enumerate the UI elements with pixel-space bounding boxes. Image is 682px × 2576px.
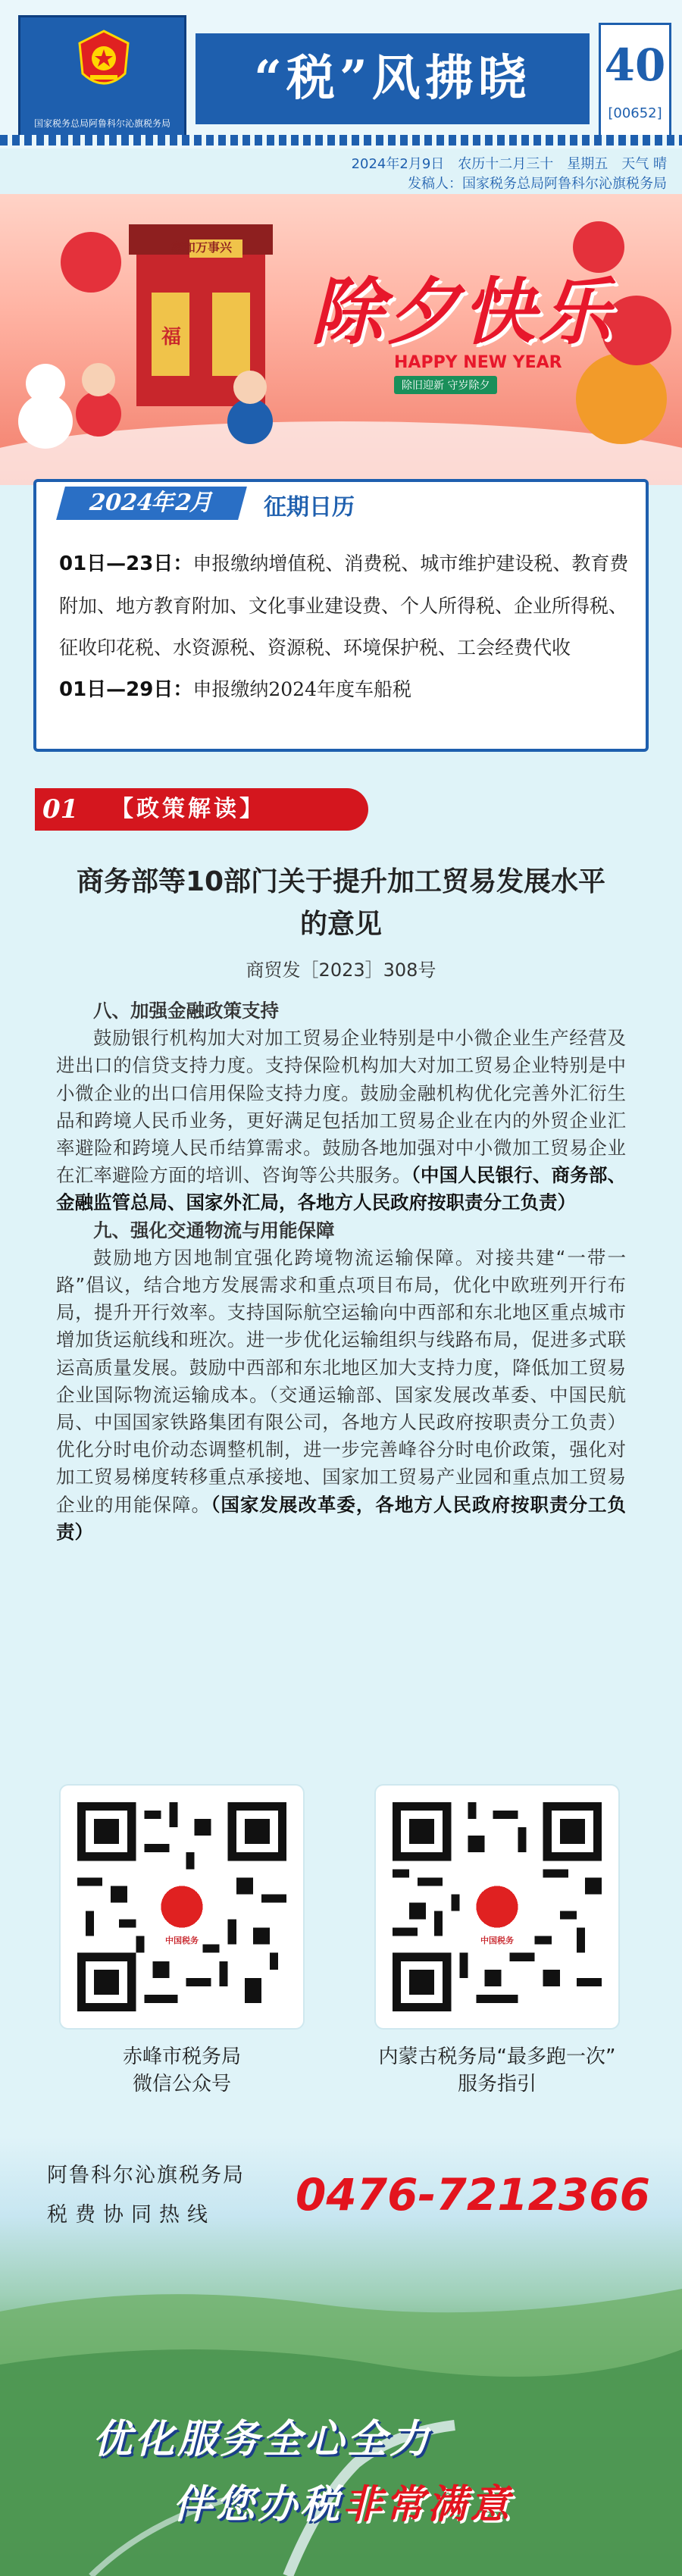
paragraph-text: 鼓励银行机构加大对加工贸易企业特别是中小微企业生产经营及进出口的信贷支持力度。支持保险机构加大对加工贸易企业特别是中小微企业的出口信用保险支持力度。鼓励金融机构优化完善外汇衍生品和跨境人民币业务，更好满足包括加工贸易企业在内的外贸企业汇率避险和跨境人民币结算需求。鼓励各地加强对中小微加工贸易企业在汇率避险方面的培训、咨询等公共服务。	[56, 1027, 626, 1187]
banner-tag: 除旧迎新 守岁除夕	[394, 376, 497, 394]
issue-box	[599, 23, 671, 144]
issue-serial: [00652]	[608, 105, 662, 121]
qr-caption-line: 赤峰市税务局	[122, 2045, 241, 2068]
calendar-entry-date: 01日—23日：	[59, 552, 193, 575]
qr-caption-line: 微信公众号	[132, 2073, 231, 2096]
qr-center-label: 中国税务	[480, 1936, 514, 1945]
slogan-highlight: 非常满意	[343, 2481, 513, 2527]
hotline-number[interactable]: 0476-7212366	[296, 2169, 650, 2221]
decorative-strip	[0, 135, 682, 146]
calendar-body	[59, 543, 629, 711]
paragraph-text: 鼓励地方因地制宜强化跨境物流运输保障。对接共建“一带一路”倡议，结合地方发展需求和重点项目布局，优化中欧班列开行布局，提升开行效率。支持国际航空运输向中西部和东北地区重点城市增加货运航线和班次。进一步优化运输组织与线路布局，促进多式联运高质量发展。鼓励中西部和东北地区加大支持力度，降低加工贸易企业国际物流运输成本。（交通运输部、国家发展改革委、中国民航局、中国国家铁路集团有限公司，各地方人民政府按职责分工负责）优化分时电价动态调整机制，进一步完善峰谷分时电价政策，强化对加工贸易梯度转移重点承接地、国家加工贸易产业园和重点加工贸易企业的用能保障。	[56, 1246, 626, 1516]
logo-text: 国家税务总局阿鲁科尔沁旗税务局	[33, 118, 170, 129]
calendar-label: 征期日历	[264, 494, 355, 521]
qr-caption-chifeng	[30, 2043, 333, 2098]
qr-code-neimenggu[interactable]	[376, 1786, 618, 2028]
qr-center-label: 中国税务	[165, 1936, 199, 1945]
dateline: 2024年2月9日 农历十二月三十 星期五 天气 晴	[351, 156, 667, 172]
section-header	[35, 788, 368, 831]
calendar-entry-date: 01日—29日：	[59, 678, 193, 701]
title-box	[196, 33, 590, 124]
qr-code-chifeng[interactable]	[61, 1786, 303, 2028]
article-paragraph	[56, 1244, 626, 1546]
responsibility-note: （中国人民银行、商务部、金融监管总局、国家外汇局，各地方人民政府按职责分工负责）	[56, 1164, 627, 1214]
issue-number: 40	[604, 39, 666, 91]
calendar-entry-text: 申报缴纳增值税、消费税、城市维护建设税、教育费附加、地方教育附加、文化事业建设费、个人所得税、企业所得税、征收印花税、水资源税、资源税、环境保护税、工会经费代收	[59, 552, 629, 659]
banner-title: 除夕快乐	[311, 269, 614, 355]
logo-box	[18, 15, 186, 142]
article-heading: 八、加强金融政策支持	[93, 1000, 279, 1022]
tax-emblem-icon	[74, 28, 134, 96]
door-character: 福	[161, 326, 182, 349]
responsibility-note: （国家发展改革委，各地方人民政府按职责分工负责）	[56, 1493, 627, 1543]
section-title: 【政策解读】	[111, 796, 265, 822]
masthead	[0, 0, 682, 149]
document-number: 商贸发［2023］308号	[246, 959, 436, 981]
calendar-entry	[59, 668, 629, 711]
article-title: 商务部等10部门关于提升加工贸易发展水平的意见	[76, 866, 606, 940]
hotline-label: 税费协同热线	[47, 2203, 215, 2227]
slogan-line-2	[173, 2472, 512, 2529]
qr-caption-neimenggu	[346, 2043, 649, 2098]
calendar-header	[44, 479, 438, 520]
slogan-line-1: 优化服务全心全力	[92, 2416, 433, 2462]
calendar-month: 2024年2月	[56, 487, 247, 520]
slogan-part: 伴您办税	[173, 2481, 343, 2527]
qr-code-icon	[77, 1802, 286, 2011]
tax-calendar	[33, 479, 649, 752]
article-heading: 九、强化交通物流与用能保障	[93, 1219, 335, 1241]
qr-caption-line: 内蒙古税务局“最多跑一次”	[378, 2045, 616, 2068]
article-body	[56, 997, 626, 1546]
hotline-org: 阿鲁科尔沁旗税务局	[47, 2164, 245, 2187]
article-paragraph	[56, 1025, 626, 1216]
house-sign: 家和万事兴	[171, 240, 233, 255]
section-number: 01	[42, 794, 79, 825]
qr-caption-line: 服务指引	[457, 2073, 537, 2096]
banner-subtitle: HAPPY NEW YEAR	[394, 353, 562, 372]
newsletter-title: “税”风拂晓	[254, 50, 531, 107]
new-year-banner	[0, 194, 682, 485]
calendar-entry-text: 申报缴纳2024年度车船税	[192, 678, 411, 700]
calendar-entry	[59, 543, 629, 668]
publisher: 发稿人：国家税务总局阿鲁科尔沁旗税务局	[408, 176, 667, 192]
qr-code-icon	[393, 1802, 602, 2011]
